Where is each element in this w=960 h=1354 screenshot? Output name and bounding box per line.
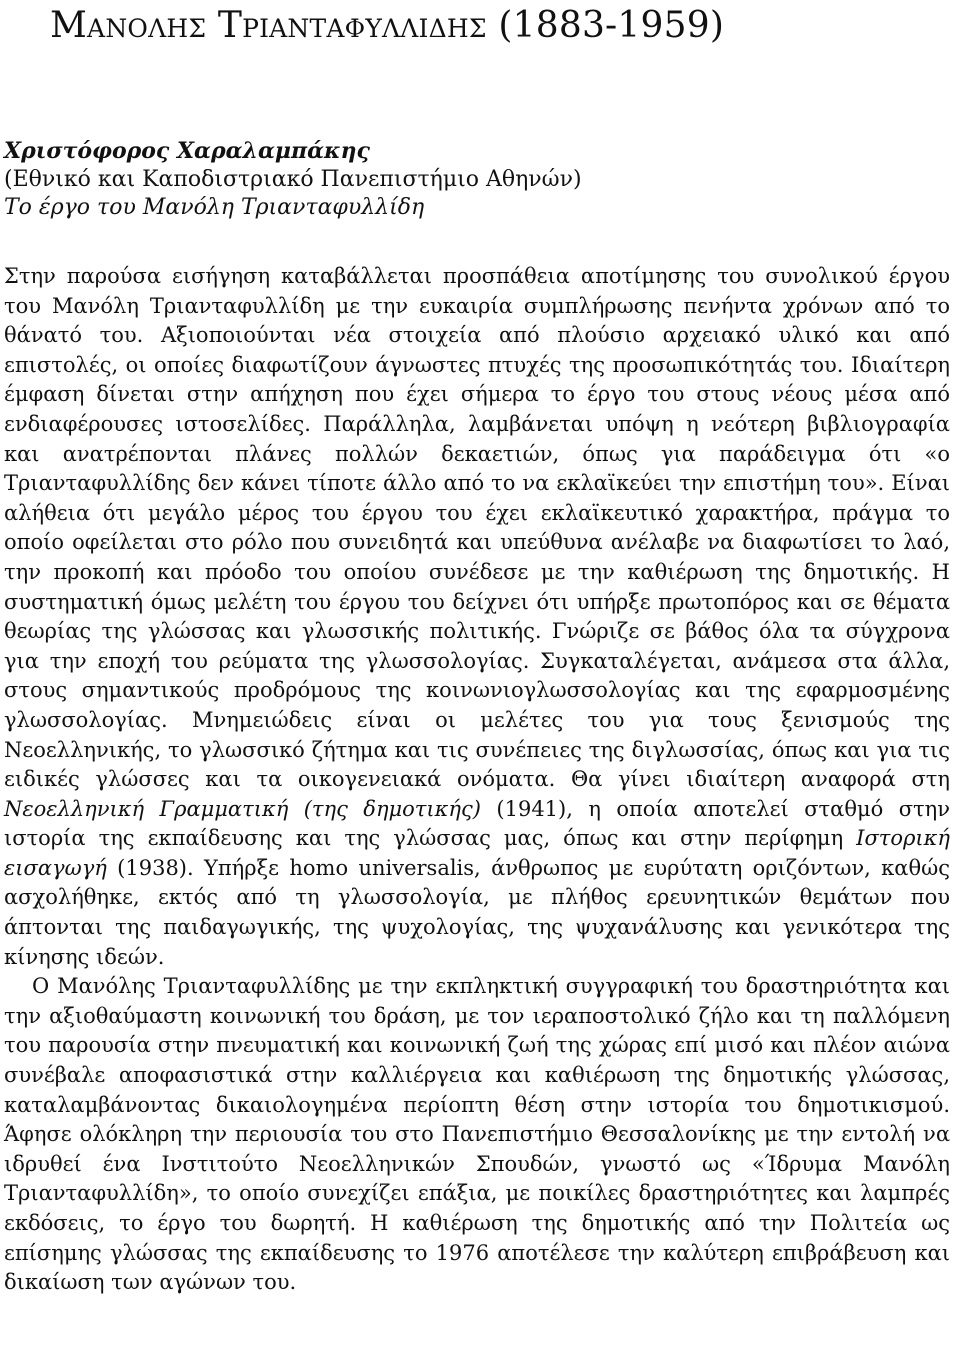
- grammar-title-italic: Νεοελληνική Γραμματική (της δημοτικής): [4, 796, 481, 821]
- author-name: Χριστόφορος Χαραλαμπάκης: [4, 138, 370, 164]
- paragraph-1-text-c: (1938). Υπήρξε homo universalis, άνθρωπος με ευρύτατη οριζόντων, καθώς ασχολήθηκε, εκτός από τη γλωσσολογία, με πλήθος ερευνητικών θεμάτων που άπτονται της παιδαγωγικής, της ψυχολογίας, της ψυχανάλυσης και γενικότερα της κίνησης ιδεών.: [4, 855, 950, 969]
- paper-title: Το έργο του Μανόλη Τριανταφυλλίδη: [4, 194, 425, 220]
- body-text: [4, 262, 950, 1298]
- page-title: Μανολης Τριανταφυλλιδης (1883-1959): [50, 5, 725, 46]
- paragraph-1-text-a: Στην παρούσα εισήγηση καταβάλλεται προσπάθεια αποτίμησης του συνολικού έργου του Μανόλη Τριανταφυλλίδη με την ευκαιρία συμπλήρωσης πενήντα χρόνων από το θάνατό του. Αξιοποιούνται νέα στοιχεία από πλούσιο αρχειακό υλικό και από επιστολές, οι οποίες διαφωτίζουν άγνωστες πτυχές της προσωπικότητάς του. Ιδιαίτερη έμφαση δίνεται στην απήχηση που έχει σήμερα το έργο του στους νέους μέσα από ενδιαφέρουσες ιστοσελίδες. Παράλληλα, λαμβάνεται υπόψη η νεότερη βιβλιογραφία και ανατρέπονται πλάνες πολλών δεκαετιών, όπως για παράδειγμα ότι «ο Τριανταφυλλίδης δεν κάνει τίποτε άλλο από το να εκλαϊκεύει την επιστήμη του». Είναι αλήθεια ότι μεγάλο μέρος του έργου του έχει εκλαϊκευτικό χαρακτήρα, πράγμα το οποίο οφείλεται στο ρόλο που συνειδητά και υπεύθυνα ανέλαβε να διαφωτίσει το λαό, την προκοπή και πρόοδο του οποίου συνέδεσε με την καθιέρωση της δημοτικής. Η συστηματική όμως μελέτη του έργου του δείχνει ότι υπήρξε πρωτοπόρος και σε θέματα θεωρίας της γλώσσας και γλωσσικής πολιτικής. Γνώριζε σε βάθος όλα τα σύγχρονα για την εποχή του ρεύματα της γλωσσολογίας. Συγκαταλέγεται, ανάμεσα στα άλλα, στους σημαντικούς προδρόμους της κοινωνιογλωσσολογίας και της εφαρμοσμένης γλωσσολογίας. Μνημειώδεις είναι οι μελέτες του για τους ξενισμούς της Νεοελληνικής, το γλωσσικό ζήτημα και τις συνέπειες της διγλωσσίας, όπως και για τις ειδικές γλώσσες και τα οικογενειακά ονόματα. Θα γίνει ιδιαίτερη αναφορά στη: [4, 264, 950, 792]
- historical-introduction-title-italic: Ιστορική εισαγωγή: [4, 826, 950, 880]
- author-block: [4, 137, 944, 222]
- paragraph-1-text-b: (1941), η οποία αποτελεί σταθμό στην ιστορία της εκπαίδευσης και της γλώσσας μας, όπως και στην περίφημη: [4, 796, 950, 851]
- paragraph-1: [4, 262, 950, 972]
- paragraph-2: Ο Μανόλης Τριανταφυλλίδης με την εκπληκτική συγγραφική του δραστηριότητα και την αξιοθαύμαστη κοινωνική του δράση, με τον ιεραποστολικό ζήλο και τη παλλόμενη του παρουσία στην πνευματική και κοινωνική ζωή της χώρας επί μισό και πλέον αιώνα συνέβαλε αποφασιστικά στην καλλιέργεια και καθιέρωση της δημοτικής γλώσσας, καταλαμβάνοντας δικαιολογημένα περίοπτη θέση στην ιστορία του δημοτικισμού. Άφησε ολόκληρη την περιουσία του στο Πανεπιστήμιο Θεσσαλονίκης με την εντολή να ιδρυθεί ένα Ινστιτούτο Νεοελληνικών Σπουδών, γνωστό ως «Ίδρυμα Μανόλη Τριανταφυλλίδη», το οποίο συνεχίζει επάξια, με ποικίλες δραστηριότητες και λαμπρές εκδόσεις, το έργο του δωρητή. Η καθιέρωση της δημοτικής από την Πολιτεία ως επίσημης γλώσσας της εκπαίδευσης το 1976 αποτέλεσε την καλύτερη επιβράβευση και δικαίωση των αγώνων του.: [4, 974, 950, 1295]
- author-affiliation: (Εθνικό και Καποδιστριακό Πανεπιστήμιο Αθηνών): [4, 166, 582, 192]
